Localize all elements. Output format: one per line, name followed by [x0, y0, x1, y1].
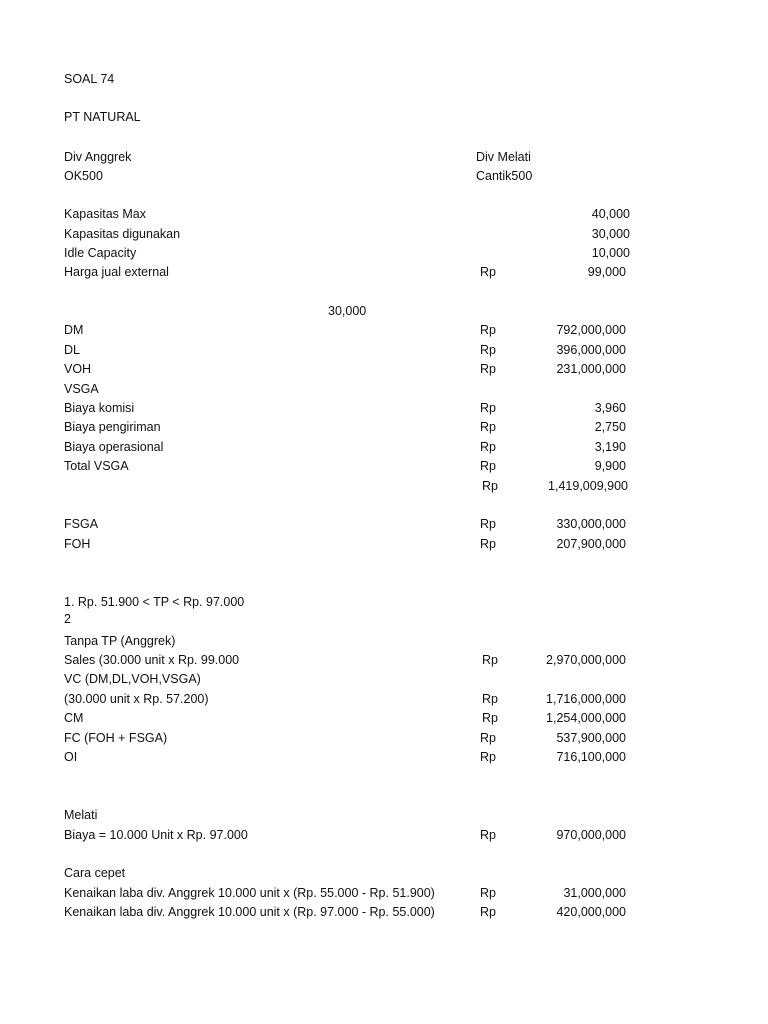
- biaya-melati-currency: Rp: [480, 828, 496, 842]
- cara-cepet-heading: Cara cepet: [64, 866, 126, 880]
- total-vsga-currency: Rp: [480, 459, 496, 473]
- dm-label: DM: [64, 323, 84, 337]
- biaya-pengiriman-label: Biaya pengiriman: [64, 420, 161, 434]
- biaya-operasional-currency: Rp: [480, 440, 496, 454]
- total-vsga-value: 9,900: [594, 459, 626, 473]
- harga-jual-value: 99,000: [587, 265, 626, 279]
- kenaikan-laba-2-label: Kenaikan laba div. Anggrek 10.000 unit x (Rp. 97.000 - Rp. 55.000): [64, 905, 435, 919]
- kenaikan-laba-1-currency: Rp: [480, 886, 496, 900]
- harga-jual-currency: Rp: [480, 265, 496, 279]
- voh-value: 231,000,000: [556, 362, 626, 376]
- dl-currency: Rp: [480, 343, 496, 357]
- biaya-komisi-currency: Rp: [480, 401, 496, 415]
- units-header: 30,000: [328, 304, 367, 318]
- kapasitas-max-value: 40,000: [591, 207, 630, 221]
- soal-number: SOAL 74: [64, 72, 115, 86]
- fsga-label: FSGA: [64, 517, 99, 531]
- kapasitas-digunakan-label: Kapasitas digunakan: [64, 227, 181, 241]
- dm-value: 792,000,000: [556, 323, 626, 337]
- biaya-melati-label: Biaya = 10.000 Unit x Rp. 97.000: [64, 828, 248, 842]
- biaya-komisi-label: Biaya komisi: [64, 401, 135, 415]
- subtotal-value: 1,419,009,900: [548, 479, 628, 493]
- div-melati-name: Div Melati: [476, 150, 531, 164]
- foh-currency: Rp: [480, 537, 496, 551]
- biaya-komisi-value: 3,960: [594, 401, 626, 415]
- cm-currency: Rp: [482, 711, 498, 725]
- fsga-currency: Rp: [480, 517, 496, 531]
- kapasitas-max-label: Kapasitas Max: [64, 207, 146, 221]
- kenaikan-laba-2-currency: Rp: [480, 905, 496, 919]
- fc-value: 537,900,000: [556, 731, 626, 745]
- dl-value: 396,000,000: [556, 343, 626, 357]
- sales-currency: Rp: [482, 653, 498, 667]
- fc-label: FC (FOH + FSGA): [64, 731, 168, 745]
- tanpa-tp-heading: Tanpa TP (Anggrek): [64, 634, 176, 648]
- vc-currency: Rp: [482, 692, 498, 706]
- melati-heading: Melati: [64, 808, 98, 822]
- cm-value: 1,254,000,000: [546, 711, 626, 725]
- company-name: PT NATURAL: [64, 110, 141, 124]
- oi-currency: Rp: [480, 750, 496, 764]
- foh-label: FOH: [64, 537, 91, 551]
- biaya-pengiriman-currency: Rp: [480, 420, 496, 434]
- voh-currency: Rp: [480, 362, 496, 376]
- harga-jual-label: Harga jual external: [64, 265, 169, 279]
- idle-capacity-value: 10,000: [591, 246, 630, 260]
- oi-label: OI: [64, 750, 78, 764]
- dl-label: DL: [64, 343, 80, 357]
- biaya-melati-value: 970,000,000: [556, 828, 626, 842]
- voh-label: VOH: [64, 362, 92, 376]
- fsga-value: 330,000,000: [556, 517, 626, 531]
- vc-value: 1,716,000,000: [546, 692, 626, 706]
- sales-label: Sales (30.000 unit x Rp. 99.000: [64, 653, 240, 667]
- div-anggrek-name: Div Anggrek: [64, 150, 132, 164]
- oi-value: 716,100,000: [556, 750, 626, 764]
- idle-capacity-label: Idle Capacity: [64, 246, 137, 260]
- vc-label: VC (DM,DL,VOH,VSGA): [64, 672, 201, 686]
- fc-currency: Rp: [480, 731, 496, 745]
- sales-value: 2,970,000,000: [546, 653, 626, 667]
- div-anggrek-product: OK500: [64, 169, 103, 183]
- kenaikan-laba-2-value: 420,000,000: [556, 905, 626, 919]
- vsga-label: VSGA: [64, 382, 99, 396]
- subtotal-currency: Rp: [482, 479, 498, 493]
- vc-detail-label: (30.000 unit x Rp. 57.200): [64, 692, 209, 706]
- answer-1: 1. Rp. 51.900 < TP < Rp. 97.000: [64, 595, 245, 609]
- biaya-operasional-label: Biaya operasional: [64, 440, 164, 454]
- kenaikan-laba-1-label: Kenaikan laba div. Anggrek 10.000 unit x (Rp. 55.000 - Rp. 51.900): [64, 886, 435, 900]
- kenaikan-laba-1-value: 31,000,000: [563, 886, 626, 900]
- biaya-operasional-value: 3,190: [594, 440, 626, 454]
- biaya-pengiriman-value: 2,750: [594, 420, 626, 434]
- total-vsga-label: Total VSGA: [64, 459, 129, 473]
- div-melati-product: Cantik500: [476, 169, 533, 183]
- cm-label: CM: [64, 711, 84, 725]
- kapasitas-digunakan-value: 30,000: [591, 227, 630, 241]
- dm-currency: Rp: [480, 323, 496, 337]
- foh-value: 207,900,000: [556, 537, 626, 551]
- answer-2-number: 2: [64, 612, 71, 626]
